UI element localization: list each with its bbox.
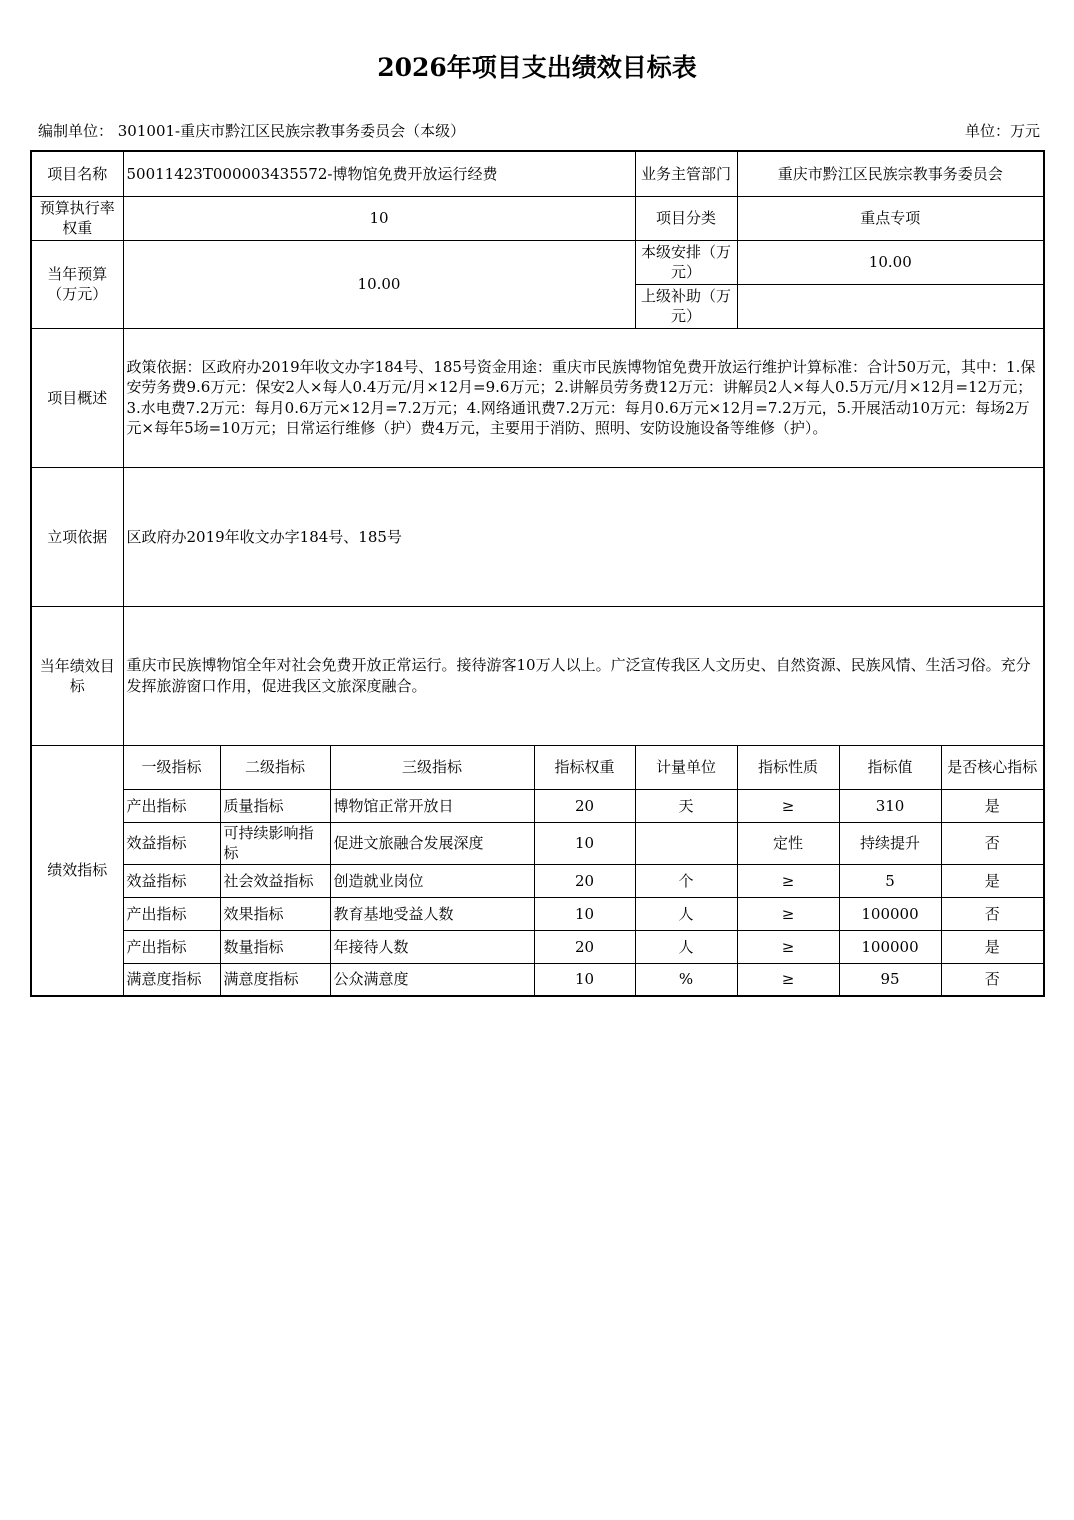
superior-value <box>737 284 1044 328</box>
indicator-unit: 个 <box>635 864 737 897</box>
indicator-value: 95 <box>839 963 941 996</box>
indicator-level3: 创造就业岗位 <box>330 864 534 897</box>
budget-label: 当年预算（万元） <box>31 240 123 328</box>
indicator-weight: 20 <box>534 864 635 897</box>
project-name-label: 项目名称 <box>31 151 123 196</box>
local-value: 10.00 <box>737 240 1044 284</box>
indicator-unit <box>635 822 737 864</box>
indicator-level1: 产出指标 <box>123 789 220 822</box>
indicator-value: 100000 <box>839 897 941 930</box>
table-row <box>31 930 1044 963</box>
indicator-level1: 效益指标 <box>123 822 220 864</box>
indicator-core: 否 <box>941 963 1044 996</box>
indicator-level2: 满意度指标 <box>220 963 330 996</box>
dept-label: 业务主管部门 <box>635 151 737 196</box>
indicator-level3: 促进文旅融合发展深度 <box>330 822 534 864</box>
indicator-header: 一级指标 <box>123 745 220 789</box>
overview-value: 政策依据：区政府办2019年收文办字184号、185号资金用途：重庆市民族博物馆免费开放运行维护计算标准：合计50万元，其中：1.保安劳务费9.6万元：保安2人×每人0.4万元/月×12月=9.6万元；2.讲解员劳务费12万元：讲解员2人×每人0.5万元/月×12月=12万元；3.水电费7.2万元：每月0.6万元×12月=7.2万元；4.网络通讯费7.2万元：每月0.6万元×12月=7.2万元，5.开展活动10万元：每场2万元×每年5场=10万元；日常运行维修（护）费4万元，主要用于消防、照明、安防设施设备等维修（护）。 <box>123 328 1044 467</box>
indicator-nature: ≥ <box>737 930 839 963</box>
performance-table <box>30 150 1045 997</box>
indicator-core: 否 <box>941 822 1044 864</box>
basis-value: 区政府办2019年收文办字184号、185号 <box>123 467 1044 606</box>
indicator-header: 指标值 <box>839 745 941 789</box>
indicator-header: 三级指标 <box>330 745 534 789</box>
indicator-level3: 博物馆正常开放日 <box>330 789 534 822</box>
indicator-weight: 10 <box>534 963 635 996</box>
table-row <box>31 963 1044 996</box>
indicator-unit: 人 <box>635 897 737 930</box>
indicator-nature: ≥ <box>737 897 839 930</box>
indicator-level3: 教育基地受益人数 <box>330 897 534 930</box>
indicator-value: 310 <box>839 789 941 822</box>
indicator-level2: 社会效益指标 <box>220 864 330 897</box>
indicator-unit: % <box>635 963 737 996</box>
indicator-level2: 数量指标 <box>220 930 330 963</box>
indicator-header: 计量单位 <box>635 745 737 789</box>
indicator-core: 否 <box>941 897 1044 930</box>
indicator-nature: 定性 <box>737 822 839 864</box>
compiling-unit: 编制单位： 301001-重庆市黔江区民族宗教事务委员会（本级） <box>38 122 466 140</box>
goal-value: 重庆市民族博物馆全年对社会免费开放正常运行。接待游客10万人以上。广泛宣传我区人文历史、自然资源、民族风情、生活习俗。充分发挥旅游窗口作用，促进我区文旅深度融合。 <box>123 606 1044 745</box>
indicator-weight: 20 <box>534 789 635 822</box>
indicator-weight: 10 <box>534 897 635 930</box>
project-name-value: 50011423T000003435572-博物馆免费开放运行经费 <box>123 151 635 196</box>
indicator-value: 持续提升 <box>839 822 941 864</box>
indicator-level3: 公众满意度 <box>330 963 534 996</box>
basis-label: 立项依据 <box>31 467 123 606</box>
category-label: 项目分类 <box>635 196 737 240</box>
indicator-header: 是否核心指标 <box>941 745 1044 789</box>
indicator-value: 5 <box>839 864 941 897</box>
superior-label: 上级补助（万元） <box>635 284 737 328</box>
indicator-level1: 效益指标 <box>123 864 220 897</box>
table-row <box>31 864 1044 897</box>
indicator-level2: 效果指标 <box>220 897 330 930</box>
indicator-weight: 10 <box>534 822 635 864</box>
local-label: 本级安排（万元） <box>635 240 737 284</box>
indicator-header: 指标权重 <box>534 745 635 789</box>
indicator-core: 是 <box>941 789 1044 822</box>
indicator-nature: ≥ <box>737 963 839 996</box>
indicator-level3: 年接待人数 <box>330 930 534 963</box>
table-row <box>31 822 1044 864</box>
table-row <box>31 897 1044 930</box>
indicator-weight: 20 <box>534 930 635 963</box>
indicator-header: 二级指标 <box>220 745 330 789</box>
weight-value: 10 <box>123 196 635 240</box>
indicator-level2: 可持续影响指标 <box>220 822 330 864</box>
indicator-nature: ≥ <box>737 789 839 822</box>
indicator-nature: ≥ <box>737 864 839 897</box>
indicator-core: 是 <box>941 930 1044 963</box>
indicator-header: 指标性质 <box>737 745 839 789</box>
indicator-unit: 天 <box>635 789 737 822</box>
indicator-core: 是 <box>941 864 1044 897</box>
weight-label: 预算执行率权重 <box>31 196 123 240</box>
goal-label: 当年绩效目标 <box>31 606 123 745</box>
table-row <box>31 789 1044 822</box>
budget-value: 10.00 <box>123 240 635 328</box>
category-value: 重点专项 <box>737 196 1044 240</box>
indicator-unit: 人 <box>635 930 737 963</box>
indicators-label: 绩效指标 <box>31 745 123 996</box>
currency-unit: 单位：万元 <box>964 122 1040 140</box>
overview-label: 项目概述 <box>31 328 123 467</box>
indicator-level1: 产出指标 <box>123 930 220 963</box>
indicator-value: 100000 <box>839 930 941 963</box>
indicator-level2: 质量指标 <box>220 789 330 822</box>
indicator-level1: 满意度指标 <box>123 963 220 996</box>
indicator-level1: 产出指标 <box>123 897 220 930</box>
page-title: 2026年项目支出绩效目标表 <box>377 53 697 82</box>
dept-value: 重庆市黔江区民族宗教事务委员会 <box>737 151 1044 196</box>
